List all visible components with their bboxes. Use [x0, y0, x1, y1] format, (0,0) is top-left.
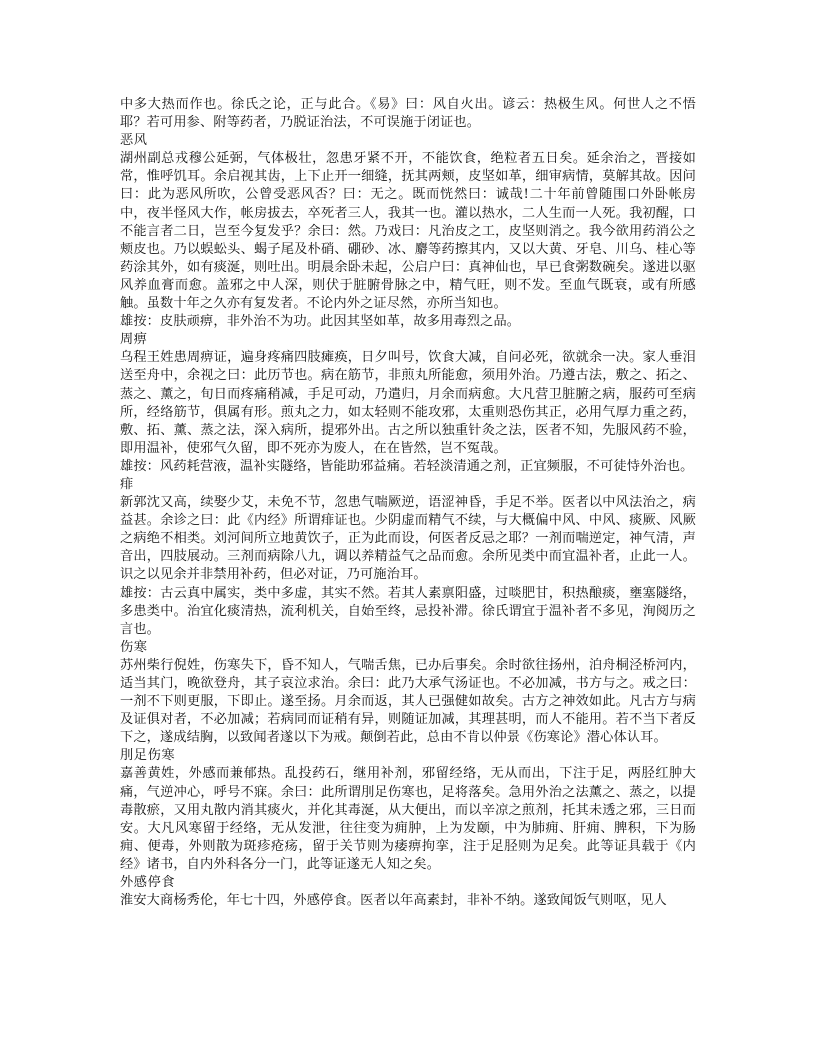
heading-efeng: 恶风 — [120, 133, 148, 149]
para-zhoubi-case: 乌程王姓患周痹证，遍身疼痛四肢瘫痪，日夕叫号，饮食大减，自问必死，欲就余一决。家人垂泪送至舟中，余视之曰：此历节也。病在筋节，非煎丸所能愈，须用外治。乃遵古法，敷之、拓之、蒸之、薰之，旬日而疼痛稍减，手足可动，乃遣归，月余而病愈。大凡营卫脏腑之病，服药可至病所，经络筋节，俱属有形。煎丸之力，如太轻则不能攻邪，太重则恐伤其正，必用气厚力重之药，敷、拓、薰、蒸之法，深入病所，提邪外出。古之所以独重针灸之法，医者不知，先服风药不验，即用温补，使邪气久留，即不死亦为废人，在在皆然，岂不冤哉。 — [120, 350, 696, 456]
heading-shanghan: 伤寒 — [120, 639, 148, 655]
heading-waigan: 外感停食 — [120, 875, 176, 891]
para-zhoubi-note: 雄按：风药耗营液，温补实隧络，皆能助邪益痛。若轻淡清通之剂，正宜频服，不可徒恃外治也。 — [120, 458, 694, 474]
para-fei-note: 雄按：古云真中属实，类中多虚，其实不然。若其人素禀阳盛，过啖肥甘，积热酿痰，壅塞隧络，多患类中。治宜化痰清热，流利机关，自始至终，忌投补滞。徐氏谓宜于温补者不多见，洵阅历之言也。 — [120, 585, 696, 637]
heading-zhoubi: 周痹 — [120, 332, 148, 348]
para-zhouzu-case: 嘉善黄姓，外感而兼郁热。乱投药石，继用补剂，邪留经络，无从而出，下注于足，两胫红肿大痛，气逆冲心，呼号不寐。余曰：此所谓刖足伤寒也，足将落矣。急用外治之法薰之、蒸之，以提毒散瘀，又用丸散内消其痰火，并化其毒涎，从大便出，而以辛凉之煎剂，托其未透之邪，三日而安。大凡风寒留于经络，无从发泄，往往变为痈肿，上为发颐，中为肺痈、肝痈、脾积，下为肠痈、便毒，外则散为斑疹疮疡，留于关节则为痿痹拘挛，注于足胫则为足矣。此等证具载于《内经》诸书，自内外科各分一门，此等证遂无人知之矣。 — [120, 766, 696, 872]
heading-fei: 痱 — [120, 476, 134, 492]
heading-zhouzu: 刖足伤寒 — [120, 748, 176, 764]
para-fei-case: 新郭沈又高，续娶少艾，未免不节，忽患气喘厥逆，语涩神昏，手足不举。医者以中风法治之，病益甚。余诊之曰：此《内经》所谓痱证也。少阴虚而精气不续，与大概偏中风、中风、痰厥、风厥之病绝不相类。刘河间所立地黄饮子，正为此而设，何医者反忌之耶？一剂而喘逆定，神气清，声音出，四肢展动。三剂而病除八九，调以养精益气之品而愈。余所见类中而宜温补者，止此一人。识之以见余并非禁用补药，但必对证，乃可施治耳。 — [120, 495, 696, 583]
para-efeng-note: 雄按：皮肤顽痹，非外治不为功。此因其坚如革，故多用毒烈之品。 — [120, 314, 521, 330]
para-waigan-case: 淮安大商杨秀伦，年七十四，外感停食。医者以年高素封，非补不纳。遂致闻饭气则呕，见人 — [120, 893, 667, 909]
para-shanghan-case: 苏州柴行倪姓，伤寒失下，昏不知人，气喘舌焦，已办后事矣。余时欲往扬州，泊舟桐泾桥河内，适当其门，晚欲登舟，其子哀泣求治。余曰：此乃大承气汤证也。不必加减，书方与之。戒之曰：一剂不下则更服，下即止。遂至扬。月余而返，其人已强健如故矣。古方之神效如此。凡古方与病及证俱对者，不必加减；若病同而证稍有异，则随证加减，其理甚明，而人不能用。若不当下者反下之，遂成结胸，以致闻者遂以下为戒。颠倒若此，总由不肯以仲景《伤寒论》潜心体认耳。 — [120, 657, 696, 746]
para-efeng-case: 湖州副总戎穆公延弼，气体极壮，忽患牙紧不开，不能饮食，绝粒者五日矣。延余治之，晋接如常，惟呼饥耳。余启视其齿，上下止开一细缝，抚其两颊，皮坚如革，细审病情，莫解其故。因问曰：此为恶风所吹，公曾受恶风否？曰：无之。既而恍然曰：诚哉!二十年前曾随围口外卧帐房中，夜半怪风大作，帐房拔去，卒死者三人，我其一也。灌以热水，二人生而一人死。我初醒，口不能言者二日，岂至今复发乎？余曰：然。乃戏曰：凡治皮之工，皮坚则消之。我今欲用药消公之颊皮也。乃以蜈蚣头、蝎子尾及朴硝、硼砂、冰、麝等药擦其内，又以大黄、牙皂、川乌、桂心等药涂其外，如有痰涎，则吐出。明晨余卧未起，公启户曰：真神仙也，早已食粥数碗矣。遂进以驱风养血膏而愈。盖邪之中人深，则伏于脏腑骨脉之中，精气旺，则不发。至血气既衰，或有所感触。虽数十年之久亦有复发者。不论内外之证尽然，亦所当知也。 — [120, 151, 696, 312]
para-intro: 中多大热而作也。徐氏之论，正与此合。《易》曰：风自火出。谚云：热极生风。何世人之不悟耶？若可用参、附等药者，乃脱证治法，不可误施于闭证也。 — [120, 97, 696, 131]
document-page — [120, 96, 696, 910]
